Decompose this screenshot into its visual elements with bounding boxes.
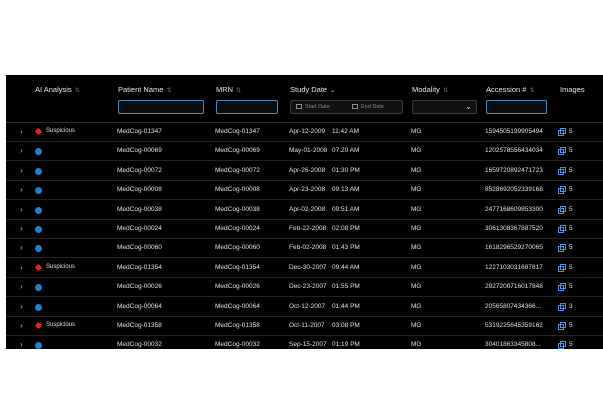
mrn-cell: MedCog-01358	[215, 322, 260, 329]
accession-cell: 30401863345808...	[485, 341, 542, 349]
study-date-cell: Oct-11-2007	[289, 322, 325, 329]
normal-status-dot-icon	[35, 245, 42, 252]
image-stack-icon[interactable]	[558, 283, 566, 291]
modality-cell: MG	[411, 283, 422, 291]
image-count: 5	[569, 225, 573, 232]
accession-cell: 2927200716017848	[485, 283, 543, 291]
sort-icon: ⇅	[529, 88, 535, 94]
normal-status-dot-icon	[35, 187, 42, 194]
calendar-icon	[296, 104, 302, 109]
study-date-cell: Oct-12-2007	[289, 302, 326, 310]
accession-filter-input[interactable]	[486, 100, 547, 114]
patient-name-cell: MedCog-00069	[117, 147, 162, 155]
chevron-right-icon[interactable]: ›	[20, 185, 23, 195]
table-row[interactable]	[6, 317, 603, 336]
column-accession[interactable]	[486, 85, 534, 94]
accession-cell: 1659720892471723	[485, 166, 543, 174]
table-row[interactable]	[6, 142, 603, 161]
start-date-placeholder: Start Date	[305, 104, 330, 110]
modality-cell: MG	[411, 302, 422, 310]
accession-cell: 2477168609853300	[485, 205, 543, 213]
table-row[interactable]	[6, 259, 603, 278]
study-date-cell: Feb-02-2008	[289, 244, 327, 252]
study-time-cell: 09:44 AM	[332, 263, 360, 271]
normal-status-dot-icon	[35, 304, 42, 311]
image-stack-icon[interactable]	[558, 341, 566, 349]
chevron-down-icon: ⌄	[465, 102, 472, 111]
patient-name-cell: MedCog-00072	[117, 166, 162, 174]
chevron-right-icon[interactable]: ›	[20, 282, 23, 292]
mrn-cell: MedCog-00008	[215, 186, 260, 194]
modality-cell: MG	[411, 341, 422, 349]
modality-cell: MG	[411, 225, 422, 232]
image-count: 5	[569, 341, 573, 349]
study-time-cell: 11:42 AM	[332, 128, 359, 135]
image-stack-icon[interactable]	[558, 147, 566, 155]
accession-cell: 3061308367887520	[485, 225, 543, 232]
column-mrn-label: MRN	[216, 85, 234, 94]
mrn-cell: MedCog-00038	[215, 205, 260, 213]
sort-icon: ⇅	[74, 88, 80, 94]
table-row[interactable]	[6, 278, 603, 297]
table-row[interactable]	[6, 336, 603, 349]
study-date-cell: May-01-2008	[289, 147, 328, 155]
modality-filter-select[interactable]	[412, 100, 477, 114]
normal-status-dot-icon	[35, 342, 42, 349]
mrn-cell: MedCog-01347	[215, 128, 260, 135]
calendar-icon	[352, 104, 358, 109]
column-modality-label: Modality	[412, 85, 440, 94]
study-time-cell: 01:30 PM	[332, 166, 360, 174]
mrn-cell: MedCog-00026	[215, 283, 260, 291]
image-stack-icon[interactable]	[558, 225, 566, 233]
mrn-cell: MedCog-00024	[215, 225, 260, 232]
image-count: 5	[569, 205, 573, 213]
mrn-cell: MedCog-00032	[215, 341, 260, 349]
chevron-right-icon[interactable]: ›	[20, 146, 23, 156]
study-time-cell: 09:51 AM	[332, 205, 360, 213]
patient-name-cell: MedCog-01347	[117, 128, 162, 135]
image-count: 5	[569, 186, 573, 194]
normal-status-dot-icon	[35, 284, 42, 291]
chevron-right-icon[interactable]: ›	[20, 301, 23, 311]
study-time-cell: 03:08 PM	[332, 322, 360, 329]
start-date-field[interactable]	[296, 104, 330, 110]
sort-icon: ⇅	[166, 88, 172, 94]
column-ai-analysis[interactable]	[35, 85, 80, 94]
modality-cell: MG	[411, 263, 422, 271]
image-count: 5	[569, 166, 573, 174]
accession-cell: 1594505199905494	[485, 128, 543, 135]
study-time-cell: 01:19 PM	[332, 341, 360, 349]
chevron-right-icon[interactable]: ›	[20, 127, 23, 136]
normal-status-dot-icon	[35, 148, 42, 155]
image-stack-icon[interactable]	[558, 186, 566, 194]
study-date-cell: Sep-15-2007	[289, 341, 327, 349]
accession-cell: 1202578556434034	[485, 147, 543, 155]
study-date-cell: Apr-12-2009	[289, 128, 326, 135]
patient-name-cell: MedCog-00024	[117, 225, 162, 232]
suspicious-marker-icon	[35, 322, 42, 329]
image-count: 5	[569, 263, 573, 271]
patient-name-cell: MedCog-00064	[117, 302, 162, 310]
study-time-cell: 01:43 PM	[332, 244, 360, 252]
table-row[interactable]	[6, 181, 603, 200]
chevron-right-icon[interactable]: ›	[20, 165, 23, 175]
table-header	[6, 75, 603, 123]
modality-cell: MG	[411, 205, 422, 213]
mrn-filter-input[interactable]	[216, 100, 278, 114]
chevron-right-icon[interactable]: ›	[20, 340, 23, 349]
study-date-cell: Dec-30-2007	[289, 263, 327, 271]
table-row[interactable]	[6, 162, 603, 181]
column-study-date-label: Study Date	[290, 85, 328, 94]
end-date-field[interactable]	[352, 104, 384, 110]
study-date-range-filter[interactable]	[290, 100, 403, 114]
column-study-date[interactable]	[290, 85, 335, 94]
suspicious-marker-icon	[35, 128, 42, 135]
accession-cell: 20565807434366...	[485, 302, 542, 310]
accession-cell: 8528692052339168	[485, 186, 543, 194]
ai-analysis-label: Suspicious	[46, 128, 76, 134]
ai-analysis-label: Suspicious	[46, 322, 76, 328]
study-date-cell: Dec-23-2007	[289, 283, 327, 291]
accession-cell: 5319225645359162	[485, 322, 543, 329]
study-date-cell: Apr-23-2008	[289, 186, 326, 194]
patient-name-cell: MedCog-00026	[117, 283, 162, 291]
mrn-cell: MedCog-00072	[215, 166, 260, 174]
column-patient-name[interactable]	[118, 85, 171, 94]
column-patient-name-label: Patient Name	[118, 85, 164, 94]
image-stack-icon[interactable]	[558, 128, 566, 136]
image-stack-icon[interactable]	[558, 244, 566, 252]
patient-name-cell: MedCog-01354	[117, 263, 162, 271]
modality-cell: MG	[411, 128, 422, 135]
patient-name-cell: MedCog-00060	[117, 244, 162, 252]
patient-name-cell: MedCog-00008	[117, 186, 162, 194]
image-count: 5	[569, 283, 573, 291]
image-stack-icon[interactable]	[558, 322, 566, 330]
image-count: 3	[569, 302, 573, 310]
table-row[interactable]	[6, 220, 603, 239]
ai-analysis-label: Suspicious	[46, 263, 76, 270]
normal-status-dot-icon	[35, 207, 42, 214]
sort-icon: ⇅	[442, 88, 448, 94]
patient-name-filter-input[interactable]	[118, 100, 204, 114]
sort-descending-icon: ⌄	[330, 88, 336, 94]
image-stack-icon[interactable]	[558, 264, 566, 272]
modality-cell: MG	[411, 147, 422, 155]
mrn-cell: MedCog-01354	[215, 263, 260, 271]
column-images	[560, 85, 585, 94]
image-stack-icon[interactable]	[558, 167, 566, 175]
study-time-cell: 02:08 PM	[332, 225, 360, 232]
accession-cell: 1227103031687817	[485, 263, 543, 271]
suspicious-marker-icon	[35, 264, 42, 271]
column-accession-label: Accession #	[486, 85, 527, 94]
normal-status-dot-icon	[35, 226, 42, 233]
table-row[interactable]	[6, 239, 603, 258]
study-time-cell: 09:13 AM	[332, 186, 360, 194]
modality-cell: MG	[411, 186, 422, 194]
study-date-cell: Feb-22-2008	[289, 225, 327, 232]
study-date-cell: Apr-26-2008	[289, 166, 326, 174]
chevron-right-icon[interactable]: ›	[20, 321, 23, 330]
column-mrn[interactable]	[216, 85, 241, 94]
table-row[interactable]	[6, 123, 603, 142]
image-stack-icon[interactable]	[558, 206, 566, 214]
column-ai-analysis-label: AI Analysis	[35, 85, 72, 94]
end-date-placeholder: End Date	[361, 104, 384, 110]
mrn-cell: MedCog-00060	[215, 244, 260, 252]
chevron-right-icon[interactable]: ›	[20, 262, 23, 272]
mrn-cell: MedCog-00064	[215, 302, 260, 310]
column-images-label: Images	[560, 85, 585, 94]
study-date-cell: Apr-02-2008	[289, 205, 326, 213]
patient-name-cell: MedCog-01358	[117, 322, 162, 329]
sort-icon: ⇅	[236, 88, 242, 94]
table-row[interactable]	[6, 298, 603, 317]
column-modality[interactable]	[412, 85, 448, 94]
chevron-right-icon[interactable]: ›	[20, 224, 23, 233]
study-time-cell: 07:20 AM	[332, 147, 360, 155]
image-stack-icon[interactable]	[558, 303, 566, 311]
modality-cell: MG	[411, 322, 422, 329]
image-count: 5	[569, 322, 573, 329]
table-row[interactable]	[6, 201, 603, 220]
study-time-cell: 01:55 PM	[332, 283, 360, 291]
patient-name-cell: MedCog-00032	[117, 341, 162, 349]
patient-name-cell: MedCog-00038	[117, 205, 162, 213]
modality-cell: MG	[411, 166, 422, 174]
image-count: 5	[569, 147, 573, 155]
modality-cell: MG	[411, 244, 422, 252]
accession-cell: 1618296529270065	[485, 244, 543, 252]
study-list-panel	[6, 75, 603, 349]
chevron-right-icon[interactable]: ›	[20, 243, 23, 253]
study-time-cell: 01:44 PM	[332, 302, 360, 310]
mrn-cell: MedCog-00069	[215, 147, 260, 155]
chevron-right-icon[interactable]: ›	[20, 204, 23, 214]
image-count: 5	[569, 128, 573, 135]
image-count: 5	[569, 244, 573, 252]
normal-status-dot-icon	[35, 168, 42, 175]
